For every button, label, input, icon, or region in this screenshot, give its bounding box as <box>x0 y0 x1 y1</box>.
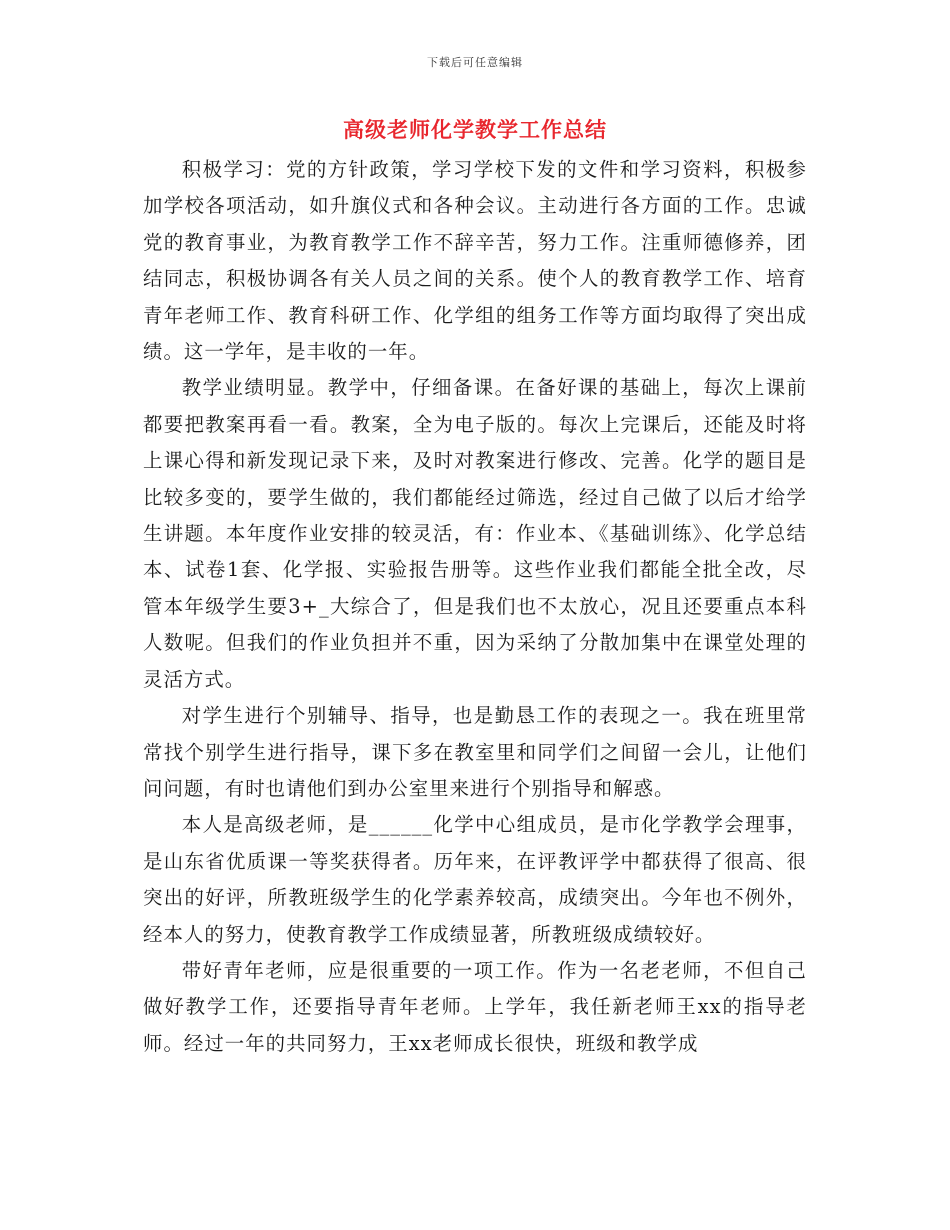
paragraph-5: 带好青年老师，应是很重要的一项工作。作为一名老老师，不但自己做好教学工作，还要指导青年老师。上学年，我任新老师王xx的指导老师。经过一年的共同努力，王xx老师成长很快，班级和教学成 <box>143 958 807 1055</box>
document-title: 高级老师化学教学工作总结 <box>343 117 607 142</box>
paragraph-3: 对学生进行个别辅导、指导，也是勤恳工作的表现之一。我在班里常常找个别学生进行指导，课下多在教室里和同学们之间留一会儿，让他们问问题，有时也请他们到办公室里来进行个别指导和解惑。 <box>143 704 807 800</box>
document-body <box>143 152 807 1062</box>
paragraph-2: 教学业绩明显。教学中，仔细备课。在备好课的基础上，每次上课前都要把教案再看一看。教案，全为电子版的。每次上完课后，还能及时将上课心得和新发现记录下来，及时对教案进行修改、完善。化学的题目是比较多变的，要学生做的，我们都能经过筛选，经过自己做了以后才给学生讲题。本年度作业安排的较灵活，有：作业本、《基础训练》、化学总结本、试卷1套、化学报、实验报告册等。这些作业我们都能全批全改，尽管本年级学生要3+_大综合了，但是我们也不太放心，况且还要重点本科人数呢。但我们的作业负担并不重，因为采纳了分散加集中在课堂处理的灵活方式。 <box>143 376 807 691</box>
header-note: 下载后可任意编辑 <box>427 56 523 69</box>
paragraph-4: 本人是高级老师，是______化学中心组成员，是市化学教学会理事，是山东省优质课一等奖获得者。历年来，在评教评学中都获得了很高、很突出的好评，所教班级学生的化学素养较高，成绩突出。今年也不例外，经本人的努力，使教育教学工作成绩显著，所教班级成绩较好。 <box>143 813 807 946</box>
paragraph-1: 积极学习：党的方针政策，学习学校下发的文件和学习资料，积极参加学校各项活动，如升旗仪式和各种会议。主动进行各方面的工作。忠诚党的教育事业，为教育教学工作不辞辛苦，努力工作。注重师德修养，团结同志，积极协调各有关人员之间的关系。使个人的教育教学工作、培育青年老师工作、教育科研工作、化学组的组务工作等方面均取得了突出成绩。这一学年，是丰收的一年。 <box>143 158 807 364</box>
